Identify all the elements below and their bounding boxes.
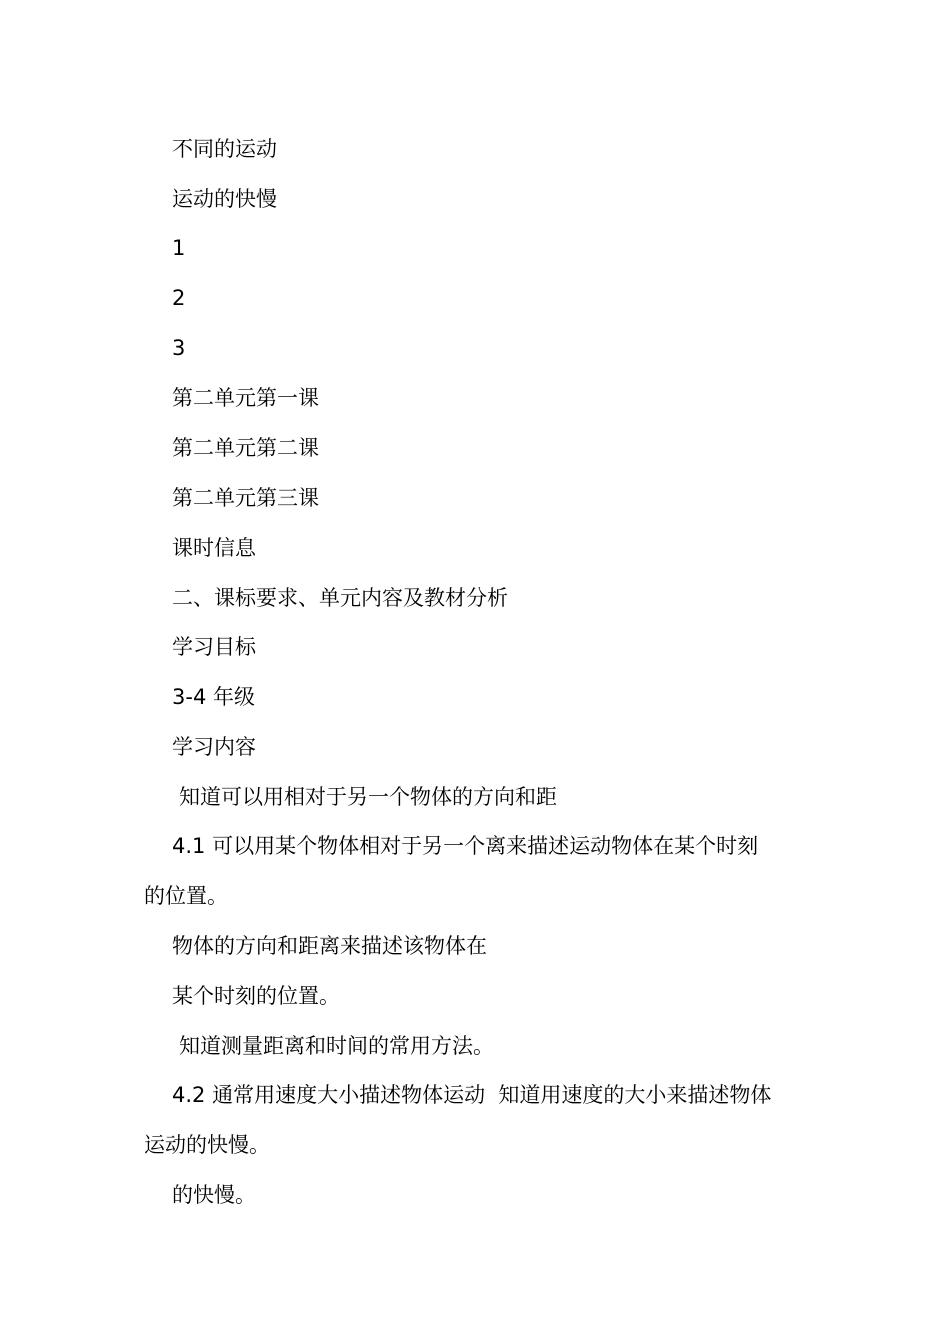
text-line: 某个时刻的位置。 xyxy=(172,984,340,1008)
text-line: 1 xyxy=(172,236,186,260)
text-line: 2 xyxy=(172,286,186,310)
text-line: 课时信息 xyxy=(172,536,256,560)
text-line: 3 xyxy=(172,336,186,360)
text-line: 4.1 可以用某个物体相对于另一个离来描述运动物体在某个时刻 xyxy=(172,834,759,858)
text-line: 知道测量距离和时间的常用方法。 xyxy=(179,1034,494,1058)
text-line: 运动的快慢。 xyxy=(144,1133,270,1157)
text-line: 的快慢。 xyxy=(172,1183,256,1207)
text-line: 第二单元第三课 xyxy=(172,486,319,510)
text-line: 知道可以用相对于另一个物体的方向和距 xyxy=(179,785,557,809)
text-line: 第二单元第一课 xyxy=(172,386,319,410)
text-line: 的位置。 xyxy=(144,884,228,908)
text-line: 二、课标要求、单元内容及教材分析 xyxy=(172,586,508,610)
text-line: 学习内容 xyxy=(172,735,256,759)
text-line: 第二单元第二课 xyxy=(172,436,319,460)
text-line: 学习目标 xyxy=(172,635,256,659)
text-line: 物体的方向和距离来描述该物体在 xyxy=(172,934,487,958)
text-line: 3-4 年级 xyxy=(172,685,255,709)
text-line: 4.2 通常用速度大小描述物体运动 知道用速度的大小来描述物体 xyxy=(172,1083,772,1107)
text-line: 不同的运动 xyxy=(172,137,277,161)
text-line: 运动的快慢 xyxy=(172,187,277,211)
